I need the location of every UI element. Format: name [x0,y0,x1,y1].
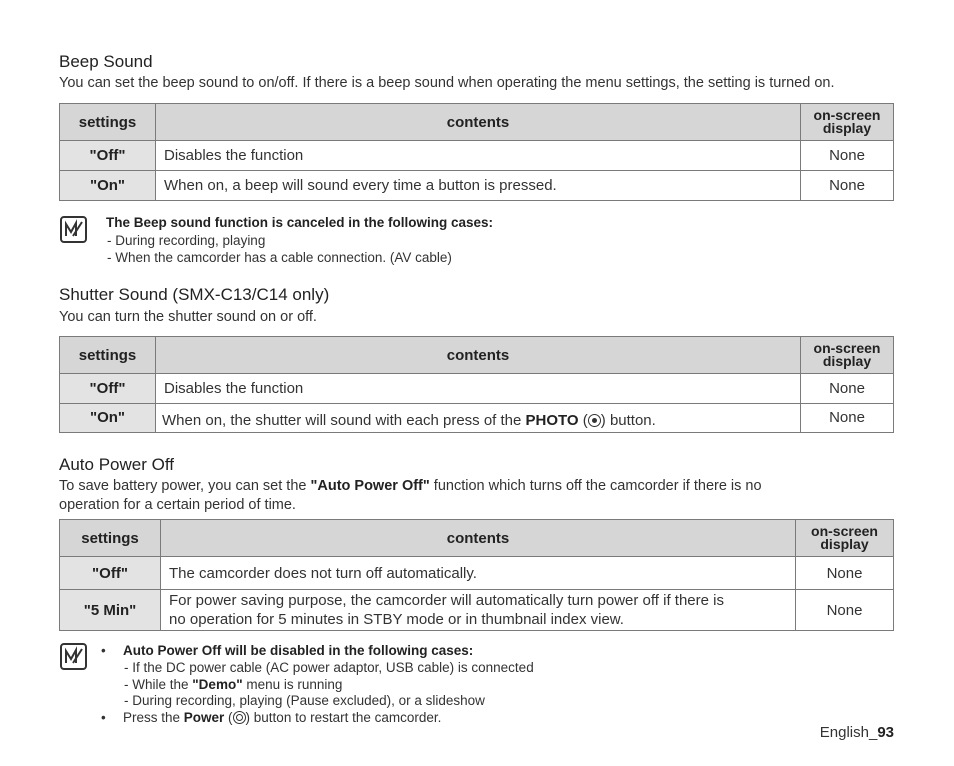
auto-power-off-heading: Auto Power Off [59,455,174,474]
col-settings: settings [60,337,156,374]
shutter-sound-description: You can turn the shutter sound on or off. [59,309,317,325]
auto-power-note-item: - If the DC power cable (AC power adaptor, USB cable) is connected [124,660,534,675]
auto-power-off-description: To save battery power, you can set the "Auto Power Off" function which turns off the camcorder if there is no operation for a certain period of time. [59,478,762,513]
display-cell: None [801,171,894,201]
table-row [60,590,894,631]
bullet-icon: • [101,710,106,725]
display-cell: None [801,374,894,404]
setting-cell: "Off" [60,557,161,590]
col-contents: contents [156,337,801,374]
shutter-sound-table [59,336,894,433]
bullet-icon: • [101,643,106,658]
col-settings: settings [60,104,156,141]
photo-button-icon [588,414,601,427]
display-cell: None [801,141,894,171]
content-cell: Disables the function [156,374,801,404]
table-row [60,404,894,433]
beep-note-item: - During recording, playing [107,233,266,248]
col-contents: contents [161,520,796,557]
note-icon [60,643,87,670]
beep-note-item: - When the camcorder has a cable connection. (AV cable) [107,250,452,265]
content-cell: When on, the shutter will sound with each press of the PHOTO ( ) button. [156,404,801,433]
setting-cell: "On" [60,171,156,201]
setting-cell: "5 Min" [60,590,161,631]
col-on-screen-display: on-screen display [801,337,894,374]
content-cell: When on, a beep will sound every time a button is pressed. [156,171,801,201]
col-on-screen-display: on-screen display [801,104,894,141]
beep-sound-table [59,103,894,201]
note-icon [60,216,87,243]
setting-cell: "Off" [60,374,156,404]
power-restart-note: Press the Power ( ) button to restart the camcorder. [123,710,442,725]
auto-power-note-item: - During recording, playing (Pause excluded), or a slideshow [124,693,485,708]
shutter-sound-heading: Shutter Sound (SMX-C13/C14 only) [59,285,330,304]
auto-power-note-title: Auto Power Off will be disabled in the following cases: [123,643,474,658]
content-cell: Disables the function [156,141,801,171]
display-cell: None [796,590,894,631]
table-row [60,374,894,404]
table-row [60,171,894,201]
beep-sound-description: You can set the beep sound to on/off. If there is a beep sound when operating the menu settings, the setting is turned on. [59,75,835,91]
beep-sound-heading: Beep Sound [59,52,153,71]
display-cell: None [801,404,894,433]
col-contents: contents [156,104,801,141]
table-row [60,141,894,171]
setting-cell: "Off" [60,141,156,171]
setting-cell: "On" [60,404,156,433]
page-number: 93 [877,724,894,741]
content-cell: For power saving purpose, the camcorder will automatically turn power off if there is no operation for 5 minutes in STBY mode or in thumbnail index view. [161,590,796,631]
power-button-icon [233,711,246,724]
auto-power-note-item: - While the "Demo" menu is running [124,677,343,692]
page-footer: English_93 [819,724,894,741]
auto-power-off-table [59,519,894,631]
content-cell: The camcorder does not turn off automatically. [161,557,796,590]
col-settings: settings [60,520,161,557]
display-cell: None [796,557,894,590]
table-row [60,557,894,590]
beep-note-title: The Beep sound function is canceled in the following cases: [106,215,494,230]
col-on-screen-display: on-screen display [796,520,894,557]
